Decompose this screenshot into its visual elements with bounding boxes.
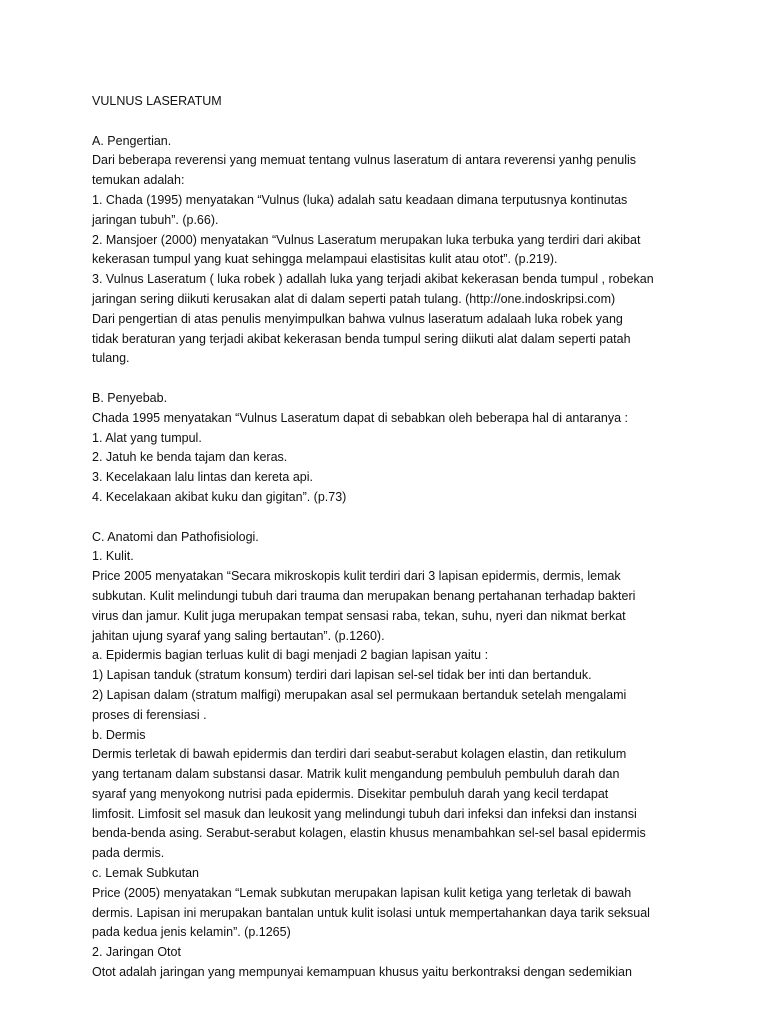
document-title: VULNUS LASERATUM [92, 94, 222, 108]
text-line: kekerasan tumpul yang kuat sehingga melampaui elastisitas kulit atau otot”. (p.219). [92, 252, 558, 267]
text-line: 1) Lapisan tanduk (stratum konsum) terdiri dari lapisan sel-sel tidak ber inti dan bertanduk. [92, 668, 592, 683]
text-line: jaringan sering diikuti kerusakan alat di dalam seperti patah tulang. (http://one.indoskripsi.com) [92, 291, 616, 306]
text-line: syaraf yang menyokong nutrisi pada epidermis. Disekitar pembuluh darah yang kecil terdapat [92, 786, 609, 801]
text-line: 2. Jaringan Otot [92, 945, 181, 960]
text-line: limfosit. Limfosit sel masuk dan leukosit yang melindungi tubuh dari infeksi dan infeksi dan instansi [92, 806, 637, 821]
text-line: tidak beraturan yang terjadi akibat kekerasan benda tumpul sering diikuti alat dalam seperti patah [92, 331, 631, 346]
text-line: 2. Mansjoer (2000) menyatakan “Vulnus Laseratum merupakan luka terbuka yang terdiri dari akibat [92, 232, 641, 247]
text-line: virus dan jamur. Kulit juga merupakan tempat sensasi raba, tekan, suhu, nyeri dan nikmat berkat [92, 608, 626, 623]
text-line: 1. Alat yang tumpul. [92, 430, 202, 445]
document-body [92, 92, 692, 983]
text-line: c. Lemak Subkutan [92, 866, 200, 881]
text-line: jahitan ujung syaraf yang saling bertautan”. (p.1260). [92, 628, 385, 643]
text-line: A. Pengertian. [92, 133, 172, 148]
text-line: B. Penyebab. [92, 390, 168, 405]
text-line: a. Epidermis bagian terluas kulit di bagi menjadi 2 bagian lapisan yaitu : [92, 648, 489, 663]
text-line: C. Anatomi dan Pathofisiologi. [92, 529, 259, 544]
text-line: Price (2005) menyatakan “Lemak subkutan merupakan lapisan kulit ketiga yang terletak di bawah [92, 885, 632, 900]
blank-line [92, 369, 692, 389]
text-line: tulang. [92, 351, 130, 366]
text-line: 2) Lapisan dalam (stratum malfigi) merupakan asal sel permukaan bertanduk setelah mengalami [92, 687, 627, 702]
blank-line [92, 508, 692, 528]
text-line: Chada 1995 menyatakan “Vulnus Laseratum dapat di sebabkan oleh beberapa hal di antaranya : [92, 410, 629, 425]
blank-line [92, 112, 692, 132]
text-line: subkutan. Kulit melindungi tubuh dari trauma dan merupakan benang pertahanan terhadap bakteri [92, 588, 636, 603]
document-text [92, 112, 692, 983]
text-line: 2. Jatuh ke benda tajam dan keras. [92, 450, 288, 465]
text-line: pada dermis. [92, 846, 165, 861]
text-line: 3. Kecelakaan lalu lintas dan kereta api. [92, 470, 313, 485]
text-line: benda-benda asing. Serabut-serabut kolagen, elastin khusus menambahkan sel-sel basal epidermis [92, 826, 646, 841]
text-line: Otot adalah jaringan yang mempunyai kemampuan khusus yaitu berkontraksi dengan sedemikian [92, 965, 632, 980]
text-line: proses di ferensiasi . [92, 707, 207, 722]
text-line: 1. Chada (1995) menyatakan “Vulnus (luka) adalah satu keadaan dimana terputusnya kontinutas [92, 192, 628, 207]
text-line: Dermis terletak di bawah epidermis dan terdiri dari seabut-serabut kolagen elastin, dan retikulum [92, 747, 627, 762]
text-line: temukan adalah: [92, 173, 185, 188]
text-line: b. Dermis [92, 727, 146, 742]
text-line: Dari pengertian di atas penulis menyimpulkan bahwa vulnus laseratum adalaah luka robek yang [92, 311, 623, 326]
text-line: Price 2005 menyatakan “Secara mikroskopis kulit terdiri dari 3 lapisan epidermis, dermis, lemak [92, 569, 621, 584]
text-line: 1. Kulit. [92, 549, 134, 564]
text-line: jaringan tubuh”. (p.66). [92, 212, 219, 227]
text-line: 3. Vulnus Laseratum ( luka robek ) adallah luka yang terjadi akibat kekerasan benda tumpul , robekan [92, 272, 654, 287]
text-line: yang tertanam dalam substansi dasar. Matrik kulit mengandung pembuluh pembuluh darah dan [92, 767, 620, 782]
text-line: 4. Kecelakaan akibat kuku dan gigitan”. (p.73) [92, 489, 347, 504]
text-line: dermis. Lapisan ini merupakan bantalan untuk kulit isolasi untuk mempertahankan daya tarik seksual [92, 905, 650, 920]
text-line: Dari beberapa reverensi yang memuat tentang vulnus laseratum di antara reverensi yanhg penulis [92, 153, 637, 168]
text-line: pada kedua jenis kelamin”. (p.1265) [92, 925, 291, 940]
